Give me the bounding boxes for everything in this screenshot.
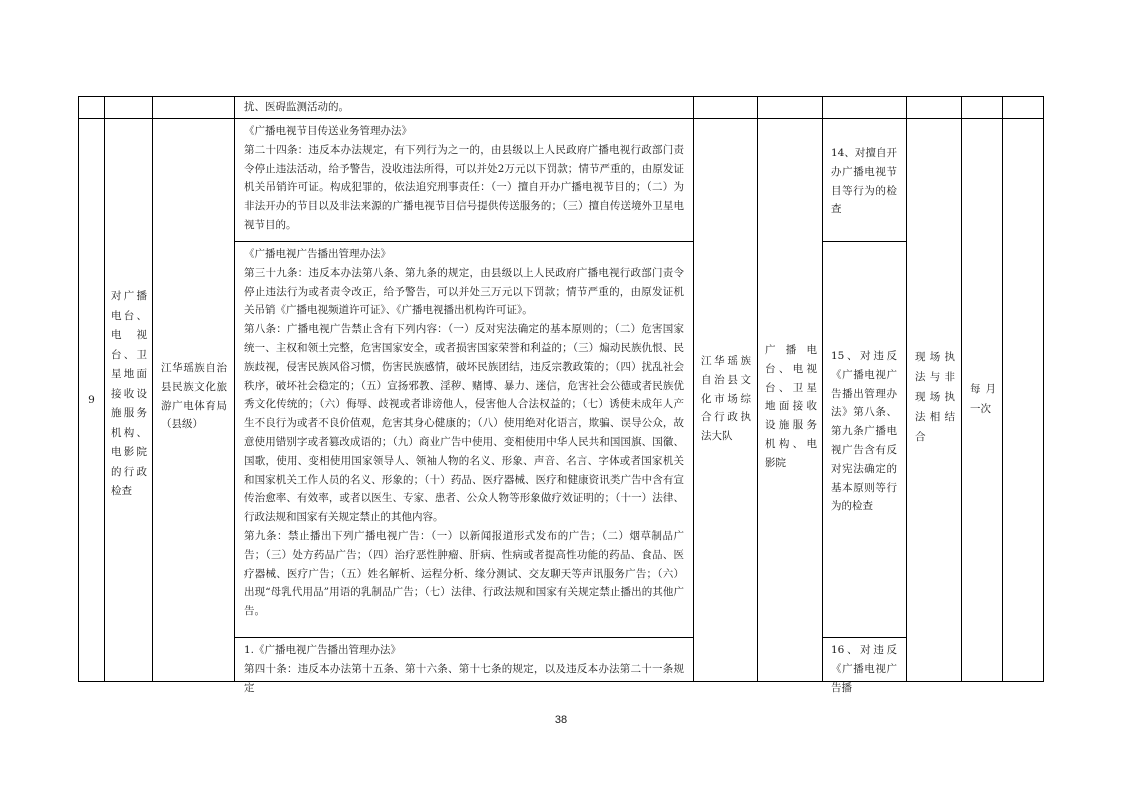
method-cell bbox=[906, 118, 962, 682]
prev-row-text: 扰、医碍监测活动的。 bbox=[244, 101, 349, 113]
frequency-text: 每月一次 bbox=[970, 383, 996, 415]
law-block-3-text: 1.《广播电视广告播出管理办法》 第四十条：违反本办法第十五条、第十六条、第十七条的规定，以及违反本办法第二十一条规定 bbox=[244, 644, 684, 694]
prev-row-col3 bbox=[152, 96, 235, 119]
enforcer-text: 江华瑶族自治县文化市场综合行政执法大队 bbox=[701, 355, 751, 443]
law-block-1-text: 《广播电视节目传送业务管理办法》 第二十四条：违反本办法规定，有下列行为之一的，由县级以上人民政府广播电视行政部门责令停止违法活动，给予警告，没收违法所得，可以并处2万元以下罚款；情节严重的，由原发证机关吊销许可证。构成犯罪的，依法追究刑事责任：（一）擅自开办广播电视节目的；（二）为非法开办的节目以及非法来源的广播电视节目信号提供传送服务的；（三）擅自传送境外卫星电视节目的。 bbox=[244, 125, 684, 231]
prev-row-col9 bbox=[961, 96, 1003, 119]
basis-dept-text: 江华瑶族自治县民族文化旅游广电体育局（县级） bbox=[161, 362, 227, 431]
law-block-2 bbox=[234, 241, 694, 638]
prev-row-col6 bbox=[757, 96, 823, 119]
enforcer-cell bbox=[693, 118, 758, 682]
object-cell bbox=[757, 118, 823, 682]
object-text: 广播电台、电视台、卫星地面接收设施服务机构、电影院 bbox=[765, 344, 817, 469]
prev-row-col2 bbox=[104, 96, 153, 119]
item-14-text: 14、对擅自开办广播电视节目等行为的检查 bbox=[831, 147, 897, 216]
prev-row-col8 bbox=[906, 96, 962, 119]
prev-row-col10 bbox=[1002, 96, 1044, 119]
prev-row-col1 bbox=[78, 96, 105, 119]
prev-row-col7 bbox=[822, 96, 907, 119]
law-block-2-text: 《广播电视广告播出管理办法》 第三十九条：违反本办法第八条、第九条的规定，由县级以上人民政府广播电视行政部门责令停止违法行为或者责令改正，给予警告，可以并处三万元以下罚款；情节严重的，由原发证机关吊销《广播电视频道许可证》、《广播电视播出机构许可证》。 第八条：广播电视广告禁止含有下列内容：（一）反对宪法确定的基本原则的；（二）危害国家统一、主权和领土完整，危害国家安全，或者损害国家荣誉和利益的；（三）煽动民族仇恨、民族歧视，侵害民族风俗习惯，伤害民族感情，破坏民族团结，违反宗教政策的；（四）扰乱社会秩序，破坏社会稳定的；（五）宣扬邪教、淫秽、赌博、暴力、迷信，危害社会公德或者民族优秀文化传统的；（六）侮辱、歧视或者诽谤他人，侵害他人合法权益的；（七）诱使未成年人产生不良行为或者不良价值观，危害其身心健康的；（八）使用绝对化语言，欺骗、误导公众，故意使用错别字或者篡改成语的；（九）商业广告中使用、变相使用中华人民共和国国旗、国徽、国歌，使用、变相使用国家领导人、领袖人物的名义、形象、声音、名言、字体或者国家机关和国家机关工作人员的名义、形象的；（十）药品、医疗器械、医疗和健康资讯类广告中含有宣传治愈率、有效率，或者以医生、专家、患者、公众人物等形象做疗效证明的；（十一）法律、行政法规和国家有关规定禁止的其他内容。 第九条：禁止播出下列广播电视广告：（一）以新闻报道形式发布的广告；（二）烟草制品广告；（三）处方药品广告；（四）治疗恶性肿瘤、肝病、性病或者提高性功能的药品、食品、医疗器械、医疗广告；（五）姓名解析、运程分析、缘分测试、交友聊天等声讯服务广告；（六）出现“母乳代用品”用语的乳制品广告；（七）法律、行政法规和国家有关规定禁止播出的其他广告。 bbox=[244, 248, 684, 618]
matter-text: 对广播电台、电视台、卫星地面接收设施服务机构、电影院的行政检查 bbox=[111, 290, 147, 497]
basis-dept-cell bbox=[152, 118, 235, 682]
law-block-3 bbox=[234, 637, 694, 694]
prev-row-law-cell bbox=[234, 96, 694, 119]
row-number-cell bbox=[78, 118, 105, 682]
frequency-cell bbox=[961, 118, 1003, 682]
prev-row-col5 bbox=[693, 96, 758, 119]
item-cell-16 bbox=[822, 637, 907, 694]
method-text: 现场执法与非现场执法相结合 bbox=[915, 351, 955, 443]
item-15-text: 15、对违反《广播电视广告播出管理办法》第八条、第九条广播电视广告含有反对宪法确定的基本原则等行为的检查 bbox=[831, 350, 897, 513]
law-block-1 bbox=[234, 118, 694, 242]
item-cell-14 bbox=[822, 118, 907, 242]
item-cell-15 bbox=[822, 241, 907, 638]
matter-cell bbox=[104, 118, 153, 682]
blank-cell bbox=[1002, 118, 1044, 682]
page-number: 38 bbox=[554, 714, 568, 726]
row-number: 9 bbox=[88, 394, 95, 406]
item-16-text: 16、对违反《广播电视广告播 bbox=[831, 644, 897, 694]
